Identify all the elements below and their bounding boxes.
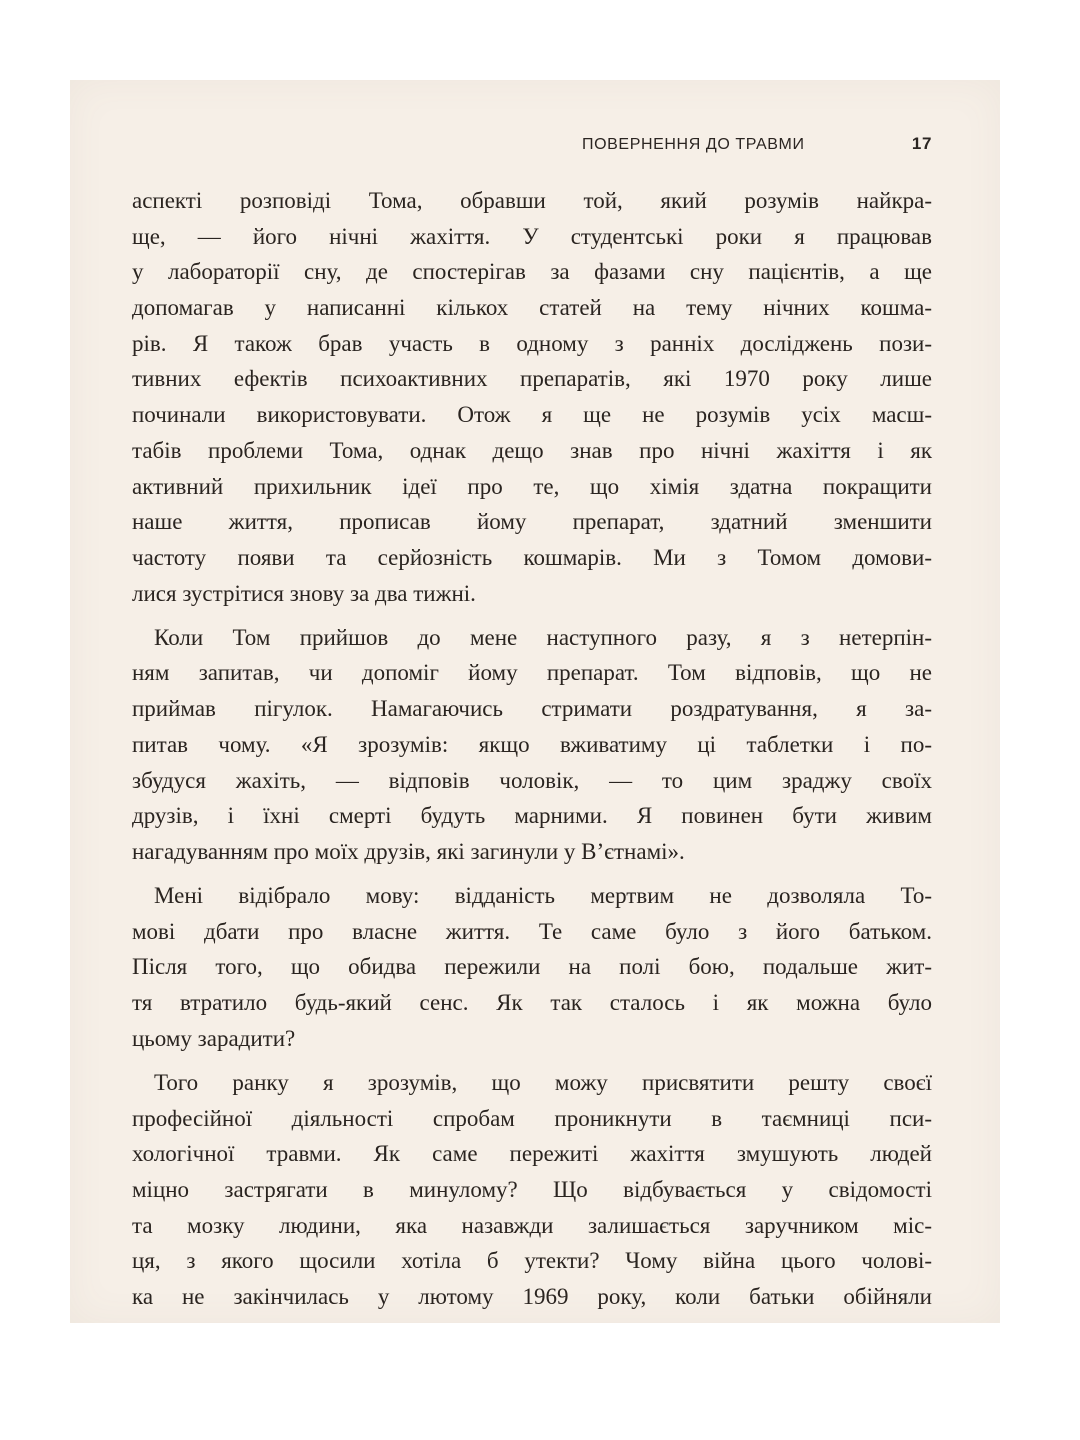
text-line: аспекті розповіді Тома, обравши той, який розумів найкра- (132, 188, 932, 213)
text-line: активний прихильник ідеї про те, що хімія здатна покращити (132, 473, 932, 499)
text-line: цьому зарадити? (132, 1025, 296, 1051)
text-line: починали використовувати. Отож я ще не розумів усіх масш- (132, 402, 932, 428)
text-line: Після того, що обидва пережили на полі бою, подальше жит- (132, 954, 932, 980)
page-number: 17 (911, 134, 932, 153)
body-text (132, 183, 932, 1315)
text-line: наше життя, прописав йому препарат, здатний зменшити (132, 509, 932, 535)
paragraph (132, 878, 932, 1056)
text-line: лися зустрітися знову за два тижні. (132, 580, 476, 606)
text-line: ка не закінчилась у лютому 1969 року, коли батьки обійняли (132, 1284, 932, 1310)
text-line: питав чому. «Я зрозумів: якщо вживатиму ці таблетки і по- (132, 731, 932, 757)
paragraph (132, 183, 932, 611)
text-line: збудуся жахіть, — відповів чоловік, — то цим зраджу своїх (132, 767, 932, 793)
text-line: ням запитав, чи допоміг йому препарат. Том відповів, що не (132, 660, 932, 686)
text-line: ще, — його нічні жахіття. У студентські роки я працював (132, 223, 932, 249)
text-line: мові дбати про власне життя. Те саме було з його батьком. (132, 918, 932, 944)
text-line: табів проблеми Тома, однак дещо знав про нічні жахіття і як (132, 437, 932, 463)
text-line: міцно застрягати в минулому? Що відбувається у свідомості (132, 1177, 932, 1203)
text-line: приймав пігулок. Намагаючись стримати роздратування, я за- (132, 696, 932, 722)
running-head (582, 130, 932, 158)
text-line: хологічної травми. Як саме пережиті жахіття змушують людей (132, 1141, 932, 1167)
text-line: професійної діяльності спробам проникнути в таємниці пси- (132, 1105, 932, 1131)
text-line: тивних ефектів психоактивних препаратів, які 1970 року лише (132, 366, 932, 392)
text-line: Мені відібрало мову: відданість мертвим не дозволяла То- (154, 883, 932, 909)
text-line: Коли Том прийшов до мене наступного разу, я з нетерпін- (154, 624, 932, 650)
text-line: нагадуванням про моїх друзів, які загинули у В’єтнамі». (132, 838, 685, 864)
paragraph (132, 620, 932, 870)
text-line: друзів, і їхні смерті будуть марними. Я повинен бути живим (132, 803, 932, 829)
text-line: ця, з якого щосили хотіла б утекти? Чому війна цього чолові- (132, 1248, 932, 1274)
text-line: допомагав у написанні кількох статей на тему нічних кошма- (132, 295, 932, 321)
text-line: та мозку людини, яка назавжди залишається заручником міс- (132, 1212, 932, 1238)
text-line: у лабораторії сну, де спостерігав за фазами сну пацієнтів, а ще (132, 259, 932, 285)
paragraph (132, 1065, 932, 1315)
text-line: Того ранку я зрозумів, що можу присвятити решту своєї (154, 1070, 932, 1095)
text-line: тя втратило будь-який сенс. Як так сталось і як можна було (132, 990, 932, 1016)
text-line: рів. Я також брав участь в одному з ранніх досліджень пози- (132, 330, 932, 356)
text-line: частоту появи та серйозність кошмарів. Ми з Томом домови- (132, 544, 932, 570)
running-head-title: ПОВЕРНЕННЯ ДО ТРАВМИ (582, 136, 805, 153)
book-page (70, 80, 1000, 1323)
